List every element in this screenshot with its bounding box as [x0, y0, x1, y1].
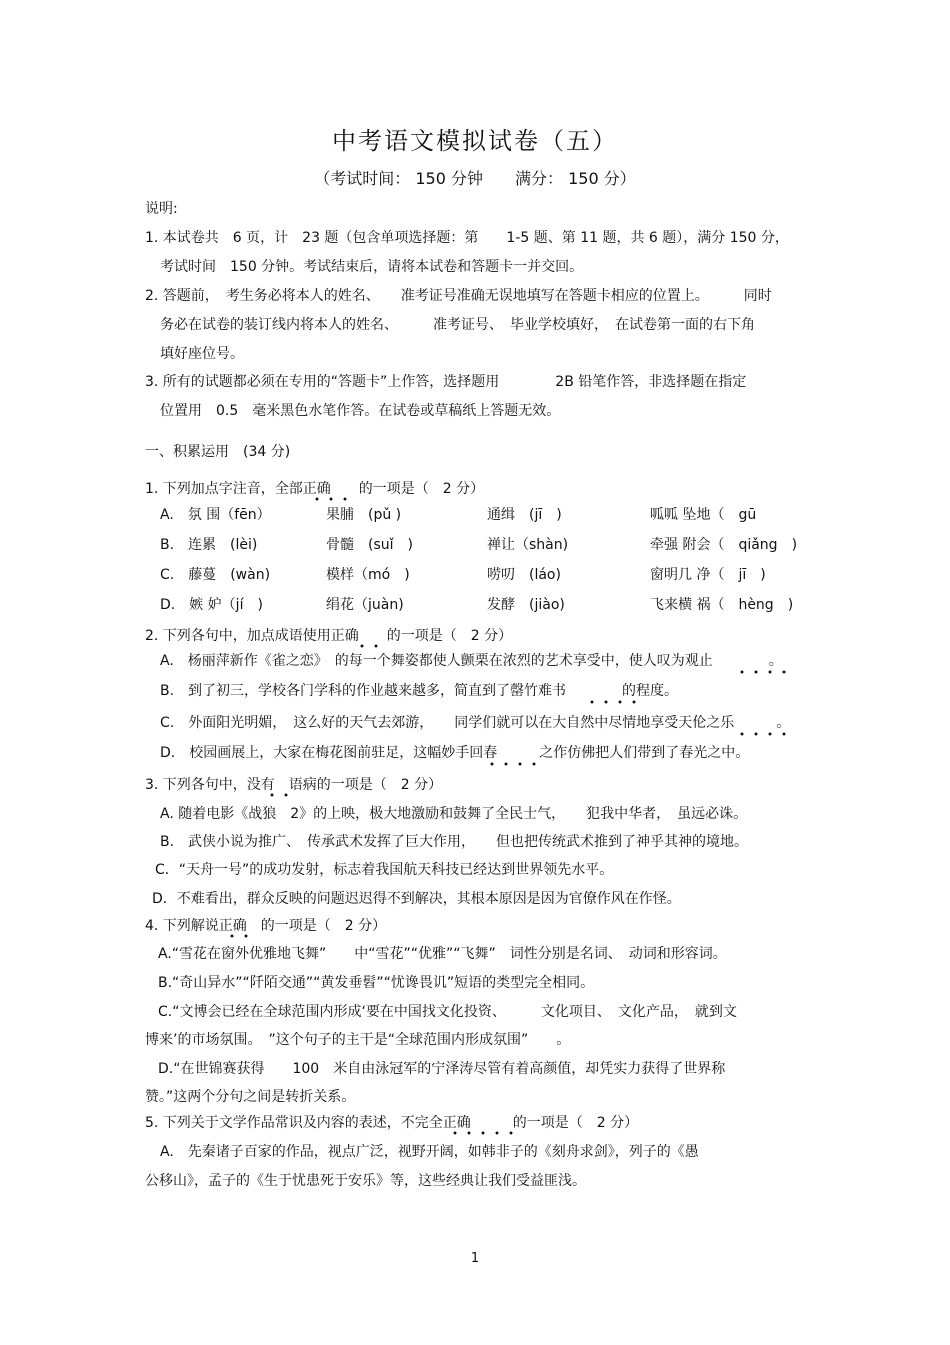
emphasis-dots: [485, 762, 543, 766]
question-stem: 2. 下列各句中，加点成语使用正确 的一项是（ 2 分）: [145, 628, 513, 644]
emphasis-dots: [265, 793, 295, 797]
page-number: 1: [470, 1251, 480, 1266]
q5-option-a-line2: 公移山》，孟子的《生于忧患死于安乐》等，这些经典让我们受益匪浅。: [145, 1173, 586, 1189]
section-heading: 一、积累运用 (34 分): [145, 444, 291, 460]
emphasis-dots: [355, 644, 385, 648]
q1-option-c-1: C. 藤蔓 (wàn): [160, 567, 271, 583]
q3-option-b: B. 武侠小说为推广、 传承武术发挥了巨大作用， 但也把传统武术推到了神乎其神的境地。: [160, 834, 749, 850]
q4-option-c-line2: 博来’的市场氛围。 ”这个句子的主干是“全球范围内形成氛围” 。: [145, 1032, 571, 1048]
q4-option-d-line2: 赞。”这两个分句之间是转折关系。: [145, 1089, 356, 1105]
exam-title: 中考语文模拟试卷（五）: [332, 127, 618, 155]
q1-option-b-1: B. 连累 (lèi): [160, 537, 258, 553]
q3-option-d: D．不难看出，群众反映的问题迟迟得不到解决，其根本原因是因为官僚作风在作怪。: [152, 891, 681, 907]
q1-option-c-4: 窗明几 净（ jī ): [650, 567, 766, 583]
q4-option-a: A.“雪花在窗外优雅地飞舞” 中“雪花”“优雅”“飞舞” 词性分别是名词、 动词和形容词。: [158, 946, 727, 962]
instruction-line: 务必在试卷的装订线内将本人的姓名、 准考证号、 毕业学校填好， 在试卷第一面的右下角: [160, 317, 755, 333]
q4-option-d-line1: D.“在世锦赛获得 100 米自由泳冠军的宁泽涛尽管有着高颜值，却凭实力获得了世界称: [158, 1061, 726, 1077]
instructions-heading: 说明:: [145, 201, 178, 217]
q1-option-c-3: 唠叨 (láo): [487, 567, 561, 583]
q2-option-a: A. 杨丽萍新作《雀之恋》 的每一个舞姿都使人颤栗在浓烈的艺术享受中，使人叹为观止 。: [160, 653, 783, 669]
q3-option-a: A. 随着电影《战狼 2》的上映，极大地激励和鼓舞了全民士气， 犯我中华者， 虽远必诛。: [160, 806, 748, 822]
q1-option-a-2: 果脯 (pǔ ): [326, 507, 402, 523]
q2-option-d: D. 校园画展上，大家在梅花图前驻足，这幅妙手回春 之作仿佛把人们带到了春光之中。: [160, 745, 750, 761]
q5-option-a-line1: A. 先秦诸子百家的作品，视点广泛，视野开阔，如韩非子的《刻舟求剑》，列子的《愚: [160, 1144, 699, 1160]
exam-subtitle: （考试时间： 150 分钟 满分： 150 分）: [314, 169, 636, 188]
instruction-line: 填好座位号。: [160, 346, 244, 362]
emphasis-dots: [448, 1131, 514, 1135]
q1-option-b-4: 牵强 附会（ qiǎng ): [650, 537, 798, 553]
instruction-line: 位置用 0.5 毫米黑色水笔作答。在试卷或草稿纸上答题无效。: [160, 403, 561, 419]
emphasis-dots: [735, 732, 793, 736]
q1-option-c-2: 模样（mó ): [326, 567, 410, 583]
question-stem: 4. 下列解说正确 的一项是（ 2 分）: [145, 918, 387, 934]
q1-option-a-4: 呱呱 坠地（ gū: [650, 507, 757, 523]
emphasis-dots: [310, 497, 350, 501]
instruction-line: 3. 所有的试题都必须在专用的“答题卡”上作答，选择题用 2B 铅笔作答，非选择题在指定: [145, 374, 747, 390]
q1-option-b-2: 骨髓 (suǐ ): [326, 537, 413, 553]
emphasis-dots: [225, 934, 255, 938]
q1-option-a-3: 通缉 (jī ): [487, 507, 562, 523]
q4-option-b: B.“奇山异水”“阡陌交通”“黄发垂髫”“忧谗畏讥”短语的类型完全相同。: [158, 975, 595, 991]
instruction-line: 2. 答题前， 考生务必将本人的姓名、 准考证号准确无误地填写在答题卡相应的位置上。 同时: [145, 288, 772, 304]
q1-option-d-2: 绢花（juàn): [326, 597, 404, 613]
q1-option-d-3: 发酵 (jiào): [487, 597, 565, 613]
q1-option-a-1: A. 氛 围（fēn）: [160, 507, 271, 523]
q1-option-d-1: D. 嫉 妒（jí ): [160, 597, 263, 613]
q4-option-c-line1: C.“文博会已经在全球范围内形成‘要在中国找文化投资、 文化项目、 文化产品， 就到文: [158, 1004, 737, 1020]
q1-option-b-3: 禅让（shàn): [487, 537, 569, 553]
emphasis-dots: [735, 670, 793, 674]
q2-option-b: B. 到了初三，学校各门学科的作业越来越多，简直到了罄竹难书 的程度。: [160, 683, 679, 699]
question-stem: 3. 下列各句中，没有 语病的一项是（ 2 分）: [145, 777, 443, 793]
emphasis-dots: [585, 700, 643, 704]
q3-option-c: C．“天舟一号”的成功发射，标志着我国航天科技已经达到世界领先水平。: [155, 862, 614, 878]
instruction-line: 考试时间 150 分钟。考试结束后，请将本试卷和答题卡一并交回。: [160, 259, 584, 275]
question-stem: 5. 下列关于文学作品常识及内容的表述，不完全正确 的一项是（ 2 分）: [145, 1115, 639, 1131]
instruction-line: 1. 本试卷共 6 页，计 23 题（包含单项选择题：第 1-5 题、第 11 题，共 6 题），满分 150 分，: [145, 230, 789, 246]
question-stem: 1. 下列加点字注音，全部正确 的一项是（ 2 分）: [145, 481, 485, 497]
q1-option-d-4: 飞来横 祸（ hèng ): [650, 597, 794, 613]
q2-option-c: C. 外面阳光明媚， 这么好的天气去郊游， 同学们就可以在大自然中尽情地享受天伦之乐 。: [160, 715, 791, 731]
